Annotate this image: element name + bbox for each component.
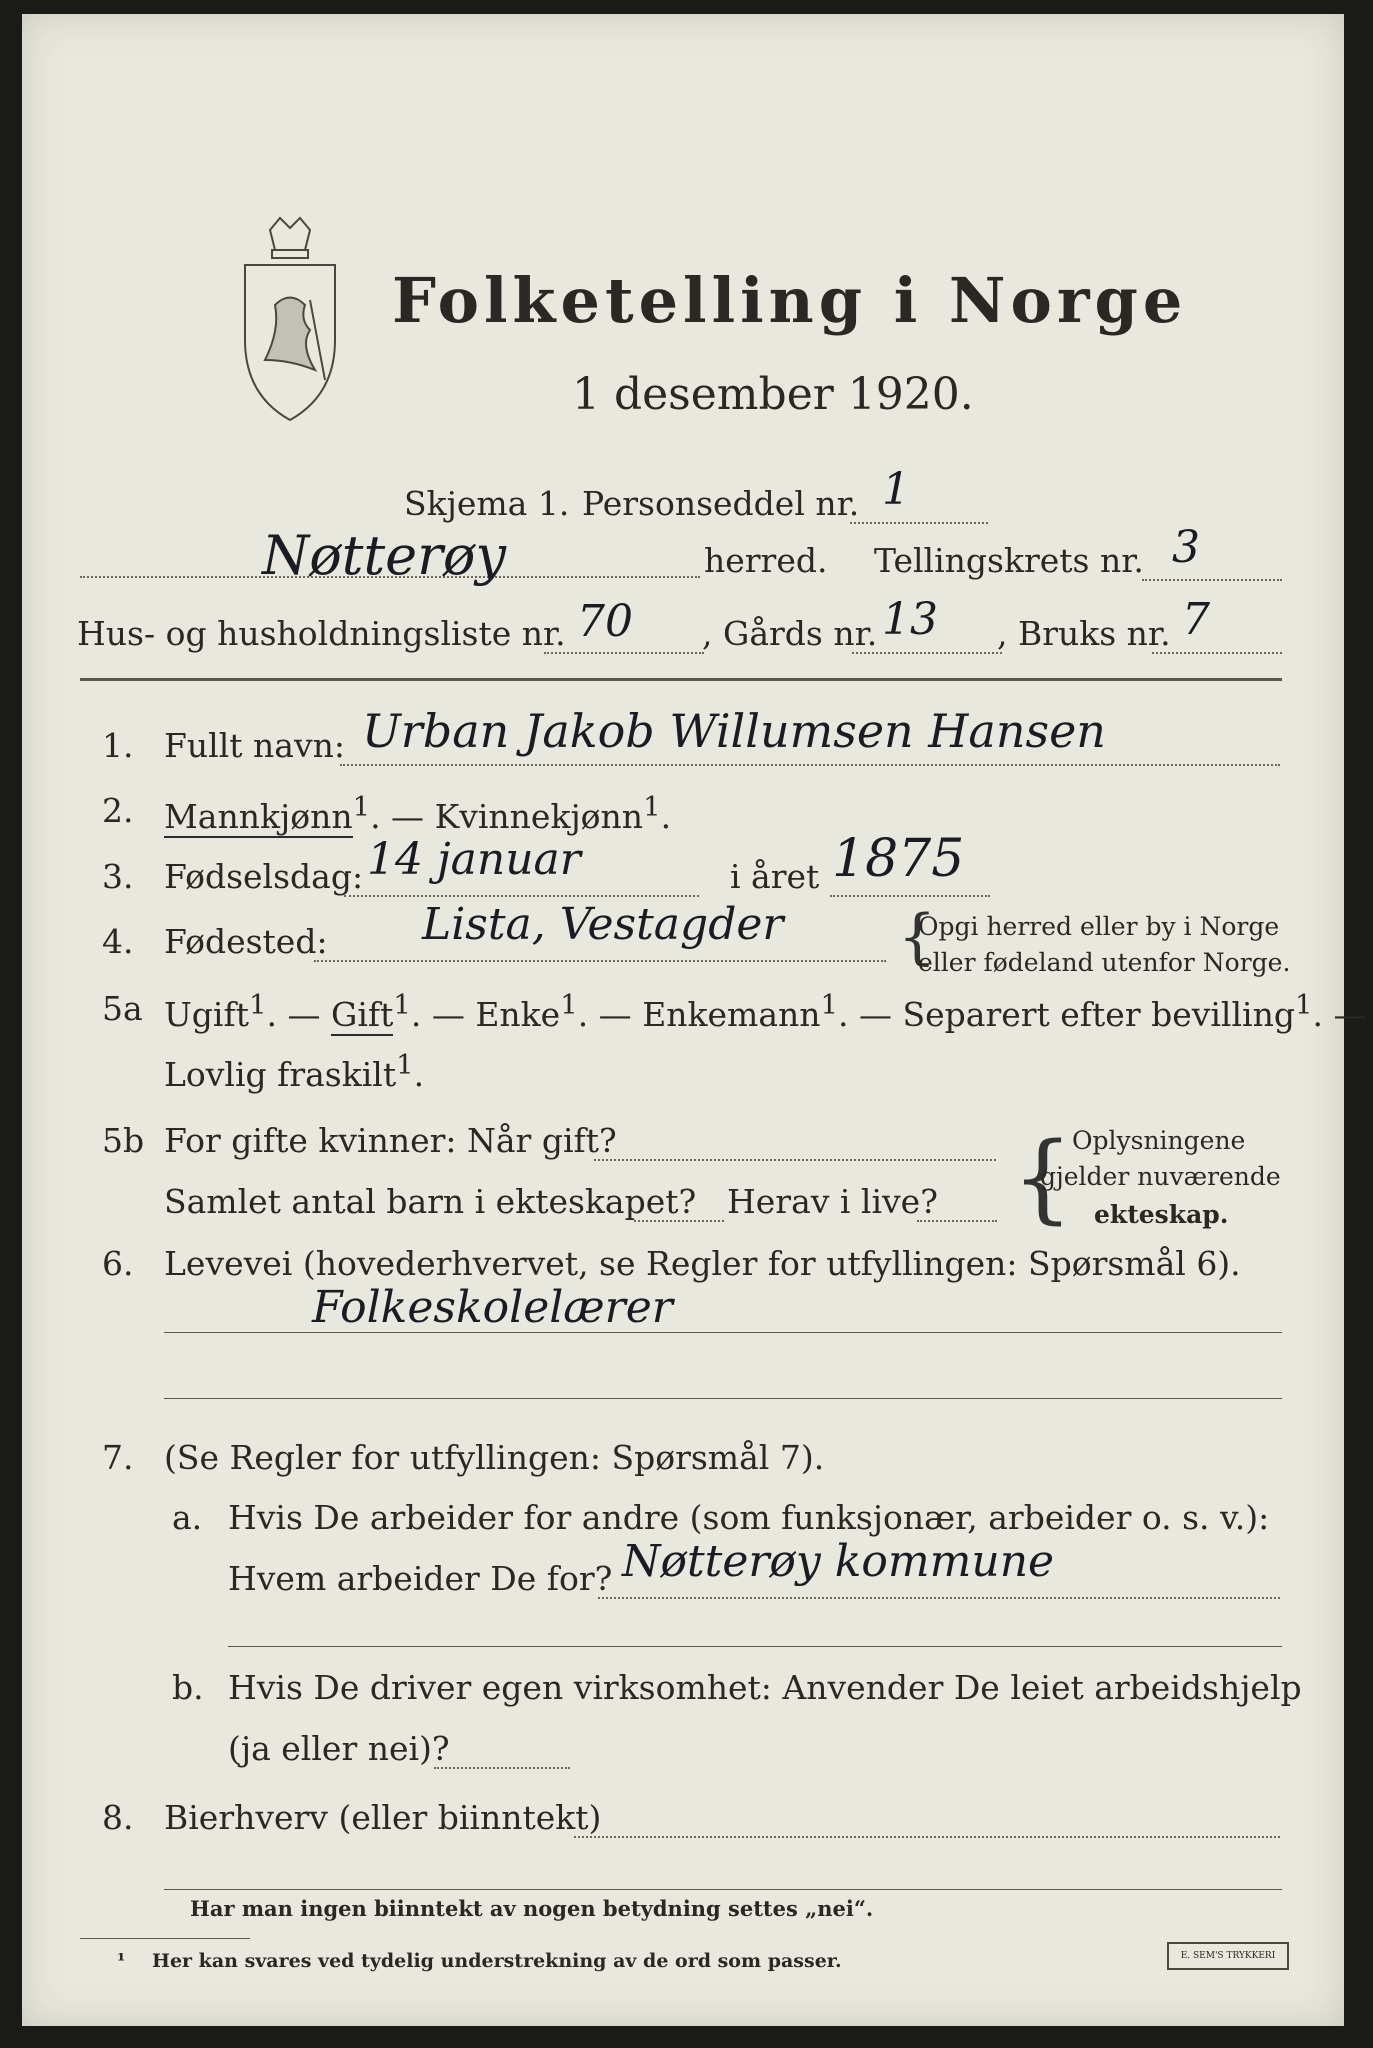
personseddel-value: 1 [882, 464, 910, 515]
q5b-note-line3: ekteskap. [1094, 1200, 1229, 1229]
q7a-label: Hvis De arbeider for andre (som funksjonær, arbeider o. s. v.): [228, 1498, 1270, 1537]
q2-number: 2. [102, 791, 134, 830]
q7a-question: Hvem arbeider De for? [228, 1559, 613, 1598]
q5b-alive-label: Herav i live? [727, 1182, 938, 1221]
section-divider [80, 678, 1282, 681]
lovlig-fraskilt-option: Lovlig fraskilt [164, 1055, 397, 1094]
mannkjonn-option: Mannkjønn [164, 797, 353, 836]
q7-number: 7. [102, 1438, 134, 1477]
form-title: Folketelling i Norge [392, 264, 1188, 337]
q4-brace: { [898, 902, 937, 972]
bleed-through-text [522, 154, 531, 187]
q2-options: Mannkjønn$^1$. — Kvinnekjønn$^1$. [164, 791, 672, 836]
q6-label: Levevei (hovederhvervet, se Regler for utfyllingen: Spørsmål 6). [164, 1244, 1241, 1283]
printer-stamp: E. SEM'S TRYKKERI [1167, 1942, 1289, 1970]
q5b-married-line [594, 1159, 996, 1161]
q7b-letter: b. [172, 1668, 204, 1707]
q7a-letter: a. [172, 1498, 203, 1537]
q4-number: 4. [102, 922, 134, 961]
q5b-married-label: For gifte kvinner: Når gift? [164, 1121, 617, 1160]
q5b-brace: { [1012, 1122, 1074, 1234]
q8-line2 [164, 1889, 1282, 1890]
gards-value: 13 [882, 594, 938, 645]
bruks-line [1152, 652, 1282, 654]
husliste-label: Hus- og husholdningsliste nr. [77, 614, 566, 653]
tellingskrets-value: 3 [1172, 522, 1200, 573]
q1-line [340, 764, 1280, 766]
q3-year-line [830, 895, 990, 897]
q7b-question: (ja eller nei)? [228, 1729, 450, 1768]
footnote-mark: ¹ [117, 1950, 126, 1972]
q7b-label: Hvis De driver egen virksomhet: Anvender De leiet arbeidshjelp [228, 1668, 1302, 1707]
q1-number: 1. [102, 726, 134, 765]
q7b-line [434, 1767, 570, 1769]
enke-option: Enke [475, 995, 561, 1034]
q5b-number: 5b [102, 1121, 145, 1160]
husliste-value: 70 [577, 596, 633, 647]
skjema-label: Skjema 1. [404, 484, 570, 523]
q5b-alive-line [917, 1220, 997, 1222]
tellingskrets-label: Tellingskrets nr. [874, 541, 1144, 580]
footer-note: Har man ingen biinntekt av nogen betydning settes „nei“. [190, 1896, 874, 1921]
q6-line2 [164, 1398, 1282, 1399]
ugift-option: Ugift [164, 995, 249, 1034]
gift-option: Gift [330, 995, 394, 1034]
q4-note-line1: Opgi herred eller by i Norge [918, 912, 1280, 941]
q8-number: 8. [102, 1798, 134, 1837]
q3-label: Fødselsdag: [164, 857, 364, 896]
q5a-options-line2: Lovlig fraskilt$^1$. [164, 1049, 425, 1094]
herred-value: Nøtterøy [262, 524, 506, 587]
q6-line1 [164, 1332, 1282, 1333]
employer-value: Nøtterøy kommune [622, 1536, 1055, 1587]
q7-label: (Se Regler for utfyllingen: Spørsmål 7). [164, 1438, 825, 1477]
occupation-value: Folkeskolelærer [312, 1282, 673, 1333]
q5b-note-line2: gjelder nuværende [1040, 1162, 1281, 1191]
q5b-children-label: Samlet antal barn i ekteskapet? [164, 1182, 697, 1221]
q4-line [314, 960, 886, 962]
q2-end: . [660, 797, 672, 836]
husliste-line [544, 652, 704, 654]
coat-of-arms-icon [230, 210, 350, 430]
birth-year-value: 1875 [832, 829, 965, 889]
q8-label: Bierhverv (eller biinntekt) [164, 1798, 602, 1837]
census-date: 1 desember 1920. [572, 369, 974, 420]
q4-label: Fødested: [164, 922, 328, 961]
q6-number: 6. [102, 1244, 134, 1283]
q5b-note-line1: Oplysningene [1072, 1126, 1246, 1155]
bruks-value: 7 [1182, 594, 1210, 645]
q2-separator: . — [370, 797, 435, 836]
birthday-value: 14 januar [367, 834, 581, 885]
tellingskrets-line [1142, 579, 1282, 581]
q3-day-line [344, 895, 699, 897]
q4-note-line2: eller fødeland utenfor Norge. [918, 948, 1291, 977]
year-label: i året [730, 857, 820, 896]
census-form-page [22, 14, 1367, 2026]
footnote-rule [80, 1938, 250, 1939]
gards-line [852, 652, 1002, 654]
separert-option: Separert efter bevilling [902, 995, 1295, 1034]
q5a-number: 5a [102, 989, 143, 1028]
herred-label: herred. [704, 541, 828, 580]
personseddel-line [850, 522, 988, 524]
personseddel-label: Personseddel nr. [582, 484, 860, 523]
q5a-options: Ugift$^1$. — Gift$^1$. — Enke$^1$. — Enkemann$^1$. — Separert efter bevilling$^1$. — [164, 989, 1367, 1034]
q1-label: Fullt navn: [164, 726, 345, 765]
kvinnekjonn-option: Kvinnekjønn [434, 797, 644, 836]
bruks-label: , Bruks nr. [997, 614, 1171, 653]
gards-label: , Gårds nr. [702, 614, 878, 653]
q8-line [574, 1836, 1280, 1838]
q7a-line [598, 1597, 1280, 1599]
birthplace-value: Lista, Vestagder [422, 899, 784, 950]
enkemann-option: Enkemann [642, 995, 821, 1034]
full-name-value: Urban Jakob Willumsen Hansen [362, 704, 1106, 758]
footnote-text: Her kan svares ved tydelig understrekning av de ord som passer. [152, 1950, 842, 1972]
q3-number: 3. [102, 857, 134, 896]
q5b-children-line [634, 1220, 724, 1222]
q7a-line2 [228, 1646, 1282, 1647]
